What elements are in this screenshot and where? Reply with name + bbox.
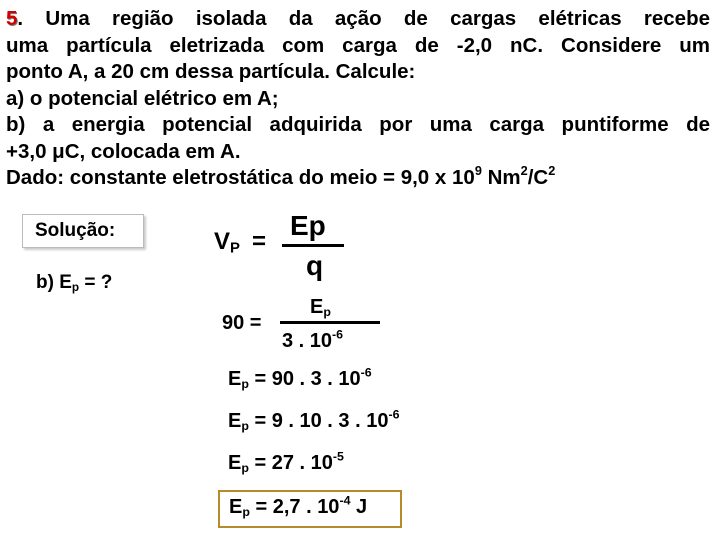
step2-sub: p [241,377,249,392]
problem-line-1 [6,6,710,33]
problem-line-6: +3,0 μC, colocada em A. [6,139,241,163]
step1-fraction-bar [280,321,380,324]
answer-equation [229,493,368,520]
formula-denominator: q [306,250,324,281]
part-b-text: b) E [36,272,72,293]
part-b-rest: = ? [79,272,113,293]
answer-exp: -4 [339,493,351,508]
step1-numerator [310,296,331,319]
problem-line-5: b) a energia potencial adquirida por uma carga puntiforme de [6,113,710,136]
step4-exp: -5 [332,449,344,464]
step3-e: E [228,410,242,432]
problem-number: 5 [6,7,18,30]
step1-denominator [282,327,344,353]
step1-den-text: 3 . 10 [282,330,333,352]
given-unit-exp-m: 2 [520,163,528,179]
step3-rhs: = 9 . 10 . 3 . 10 [248,410,389,432]
step4-rhs: = 27 . 10 [248,452,333,474]
problem-line-3: ponto A, a 20 cm dessa partícula. Calcule: [6,60,416,83]
step2-e: E [228,368,242,390]
formula-fraction-bar [282,244,344,247]
given-unit-exp-c: 2 [548,163,556,179]
step2-equation [228,365,372,392]
part-b-label [36,272,112,294]
answer-rhs: = 2,7 . 10 [249,496,340,518]
step2-exp: -6 [360,365,372,380]
formula-equals: = [251,228,266,255]
answer-unit: J [350,496,368,518]
step1-num-sub: p [323,305,331,320]
step2-rhs: = 90 . 3 . 10 [248,368,361,390]
step4-sub: p [241,461,249,476]
answer-sub: p [242,505,250,520]
step4-e: E [228,452,242,474]
problem-text-1: . Uma região isolada da ação de cargas elétricas recebe [17,7,710,30]
problem-line-4: a) o potencial elétrico em A; [6,86,279,110]
given-unit-c: /C [527,166,549,189]
answer-e: E [229,496,243,518]
formula-v: V [214,228,231,255]
given-exponent: 9 [474,163,482,179]
step3-equation [228,407,400,434]
step1-num-e: E [310,296,324,318]
step3-sub: p [241,419,249,434]
step1-lhs: 90 = [222,312,262,334]
step4-equation [228,449,344,476]
problem-line-7 [6,165,710,192]
given-unit-nm: Nm [481,166,521,189]
solution-label: Solução: [22,214,144,248]
formula-numerator: Ep [290,210,326,241]
given-constant-text: Dado: constante eletrostática do meio = 9,0 x 10 [6,166,475,189]
problem-line-2: uma partícula eletrizada com carga de -2,0 nC. Considere um [6,33,710,57]
formula-lhs [214,228,266,256]
part-b-sub: p [71,280,80,294]
step1-den-exp: -6 [332,327,344,342]
formula-v-sub: P [230,240,240,257]
problem-statement [6,6,710,192]
step3-exp: -6 [388,407,400,422]
